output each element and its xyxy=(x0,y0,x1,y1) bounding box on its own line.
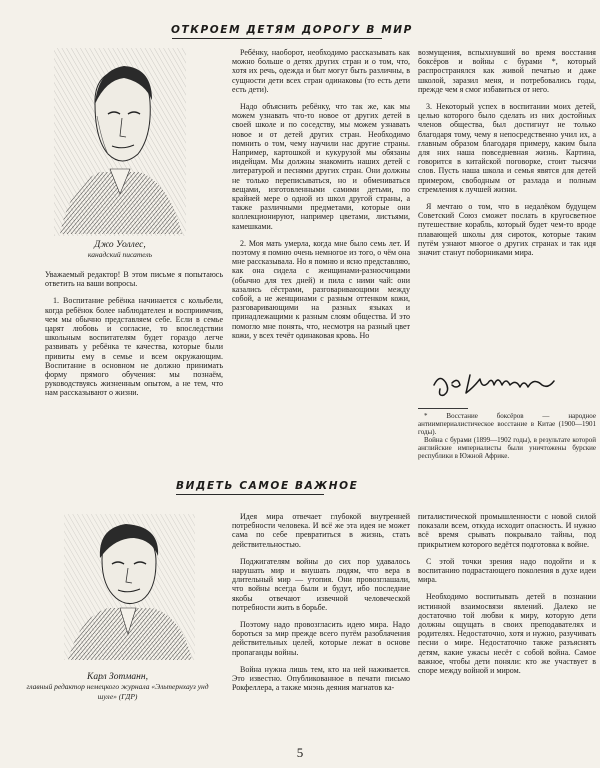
author1-role: канадский писатель xyxy=(87,250,153,259)
paragraph: Надо объяснить ребёнку, что так же, как мы можем узнавать что-то новое от других детей в своей школе и по соседству, мы можем узнавать новое и от детей других стран. Необходимо помнить о том, чему научили нас другие страны. Например, картошкой и кукурузой мы обязаны индейцам. Мы должны знакомить наших детей с литературой и песнями других стран. Они должны не только переписываться, но и обмениваться вещами, изготовленными самими детьми, по крайней мере о одной из школ другой страны, а также различными предметами, которые они коллекционируют, например цветами, листьями, камешками. xyxy=(232,102,410,231)
paragraph: Война нужна лишь тем, кто на ней наживается. Это известно. Опубликованное в печати письмо Рокфеллера, а также мнэнь деяния магнатов ка- xyxy=(232,664,410,693)
footnote-line: * Восстание боксёров — народное антиимпериалистическое восстание в Китае (1900—1901 годы). xyxy=(418,412,596,436)
author2-name: Карл Зотманн, xyxy=(87,672,148,682)
article2-title: ВИДЕТЬ САМОЕ ВАЖНОЕ xyxy=(176,480,359,492)
author1-name: Джо Уоллес, xyxy=(94,240,146,250)
footnote-separator xyxy=(418,408,468,409)
article1-title: ОТКРОЕМ ДЕТЯМ ДОРОГУ В МИР xyxy=(171,24,413,36)
page-number: 5 xyxy=(296,745,304,760)
author2-portrait-image xyxy=(62,512,197,662)
paragraph: 1. Воспитание ребёнка начинается с колыбели, когда ребёнок более наблюдателен и восприимчив, чем мы обычно представляем себе. Если в семье царят любовь и согласие, то впоследствии школьным воспитателям будет гораздо легче развивать у ребёнка те качества, которые были привиты ему в семье и всем окружающим. Воспитание в основном не должно принимать форму прямого обучения: мы познаём, руководствуясь жизненным опытом, а не тем, что нам рассказывают о жизни. xyxy=(45,296,223,398)
paragraph: Поджигателям войны до сих пор удавалось нарушать мир и внушать людям, что вера в длительный мир — утопия. Они провозглашали, что войны всегда были и будут, ибо последние якобы отвечают извечной человеческой потребности жить в борьбе. xyxy=(232,556,410,612)
paragraph: возмущения, вспыхнувший во время восстания боксёров и войны с бурами *, который распространялся как живой печатью и даже школой, заразил меня, и потребовались годы, прежде чем я смог избавиться от него. xyxy=(418,48,596,94)
paragraph: Ребёнку, наоборот, необходимо рассказывать как можно больше о детях других стран и о том, что, хотя их речь, одежда и быт могут быть различны, в сущности дети всех стран одинаковы (то есть дети есть дети). xyxy=(232,48,410,94)
paragraph: питалистической промышленности с новой силой показали всем, откуда исходит опасность. И нужно всё время срывать покрывало тайны, под прикрытием которого ведётся подготовка к войне. xyxy=(418,512,596,549)
paragraph: Уважаемый редактор! В этом письме я попытаюсь ответить на ваши вопросы. xyxy=(45,270,223,289)
footnote-line: Война с бурами (1899—1902 годы), в результате которой английские империалисты были уничтожены бурские республики в Южной Африке. xyxy=(418,436,596,460)
article2-column-2 xyxy=(418,512,596,742)
author1-portrait-image xyxy=(50,44,190,239)
paragraph: 3. Некоторый успех в воспитании моих детей, целью которого было сделать из них достойных членов общества, был достигнут не только благодаря тому, чему я непосредственно учил их, а главным образом благодаря примеру, каким была для них наша повседневная жизнь. Картина, говорится в китайской поговорке, стоит тысячи слов. Пусть наша школа и семья явятся для детей примером, свободным от разлада и полным стремления к лучшей жизни. xyxy=(418,102,596,194)
author1-signature-image xyxy=(430,365,560,399)
author2-role: главный редактор немецкого журнала «Эльтернхауз унд шуле» (ГДР) xyxy=(26,682,209,701)
article1-column-1 xyxy=(45,270,223,445)
article1-column-2 xyxy=(232,48,410,448)
paragraph: С этой точки зрения надо подойти и к воспитанию подрастающего поколения в духе идеи мира. xyxy=(418,556,596,585)
article2-column-1 xyxy=(232,512,410,742)
author2-caption xyxy=(20,672,215,702)
article1-column-3 xyxy=(418,48,596,348)
paragraph: Поэтому надо провозгласить идею мира. Надо бороться за мир прежде всего путём разоблачения действительных целей, которые лежат в основе пропаганды войны. xyxy=(232,620,410,657)
author1-caption xyxy=(60,240,180,260)
paragraph: Необходимо воспитывать детей в познании истинной взаимосвязи явлений. Далеко не достаточно той любви к миру, которую дети должны ощущать в своих преподавателях и родителях. Недостаточно, хотя и нужно, разучивать песни о мире. Недостаточно также разъяснять детям, какие ужасы несёт с собой война. Самое важное, чтобы дети поняли: кто же участвует в споре между войной и миром. xyxy=(418,592,596,676)
paragraph: Идея мира отвечает глубокой внутренней потребности человека. И всё же эта идея не может сама по себе превратиться в жизнь, стать действительностью. xyxy=(232,512,410,549)
paragraph: Я мечтаю о том, что в недалёком будущем Советский Союз сможет послать в кругосветное путешествие корабль, который будет чем-то вроде плавающей школы для сироток, которые таким путём узнают многое о других странах и так идя значит станут поборниками мира. xyxy=(418,202,596,258)
article1-footnote xyxy=(418,412,596,462)
article1-title-rule xyxy=(172,38,382,39)
article2-title-rule xyxy=(176,494,324,495)
paragraph: 2. Моя мать умерла, когда мне было семь лет. И поэтому я помню очень немногое из того, о чём она мне рассказывала. Но я помню и ясно представляю, как она сидела с женщинами-разносчицами (обычно для тех дней) и пила с ними чай: они казались сёстрами, разговаривающими между собой, а не женщинами с разным оттенком кожи, разговаривающими на разных языках и принадлежащими к разным слоям общества. И это помогло мне понять, что, несмотря на разный цвет кожи, у всех течёт одинаковая кровь. Но xyxy=(232,238,410,340)
